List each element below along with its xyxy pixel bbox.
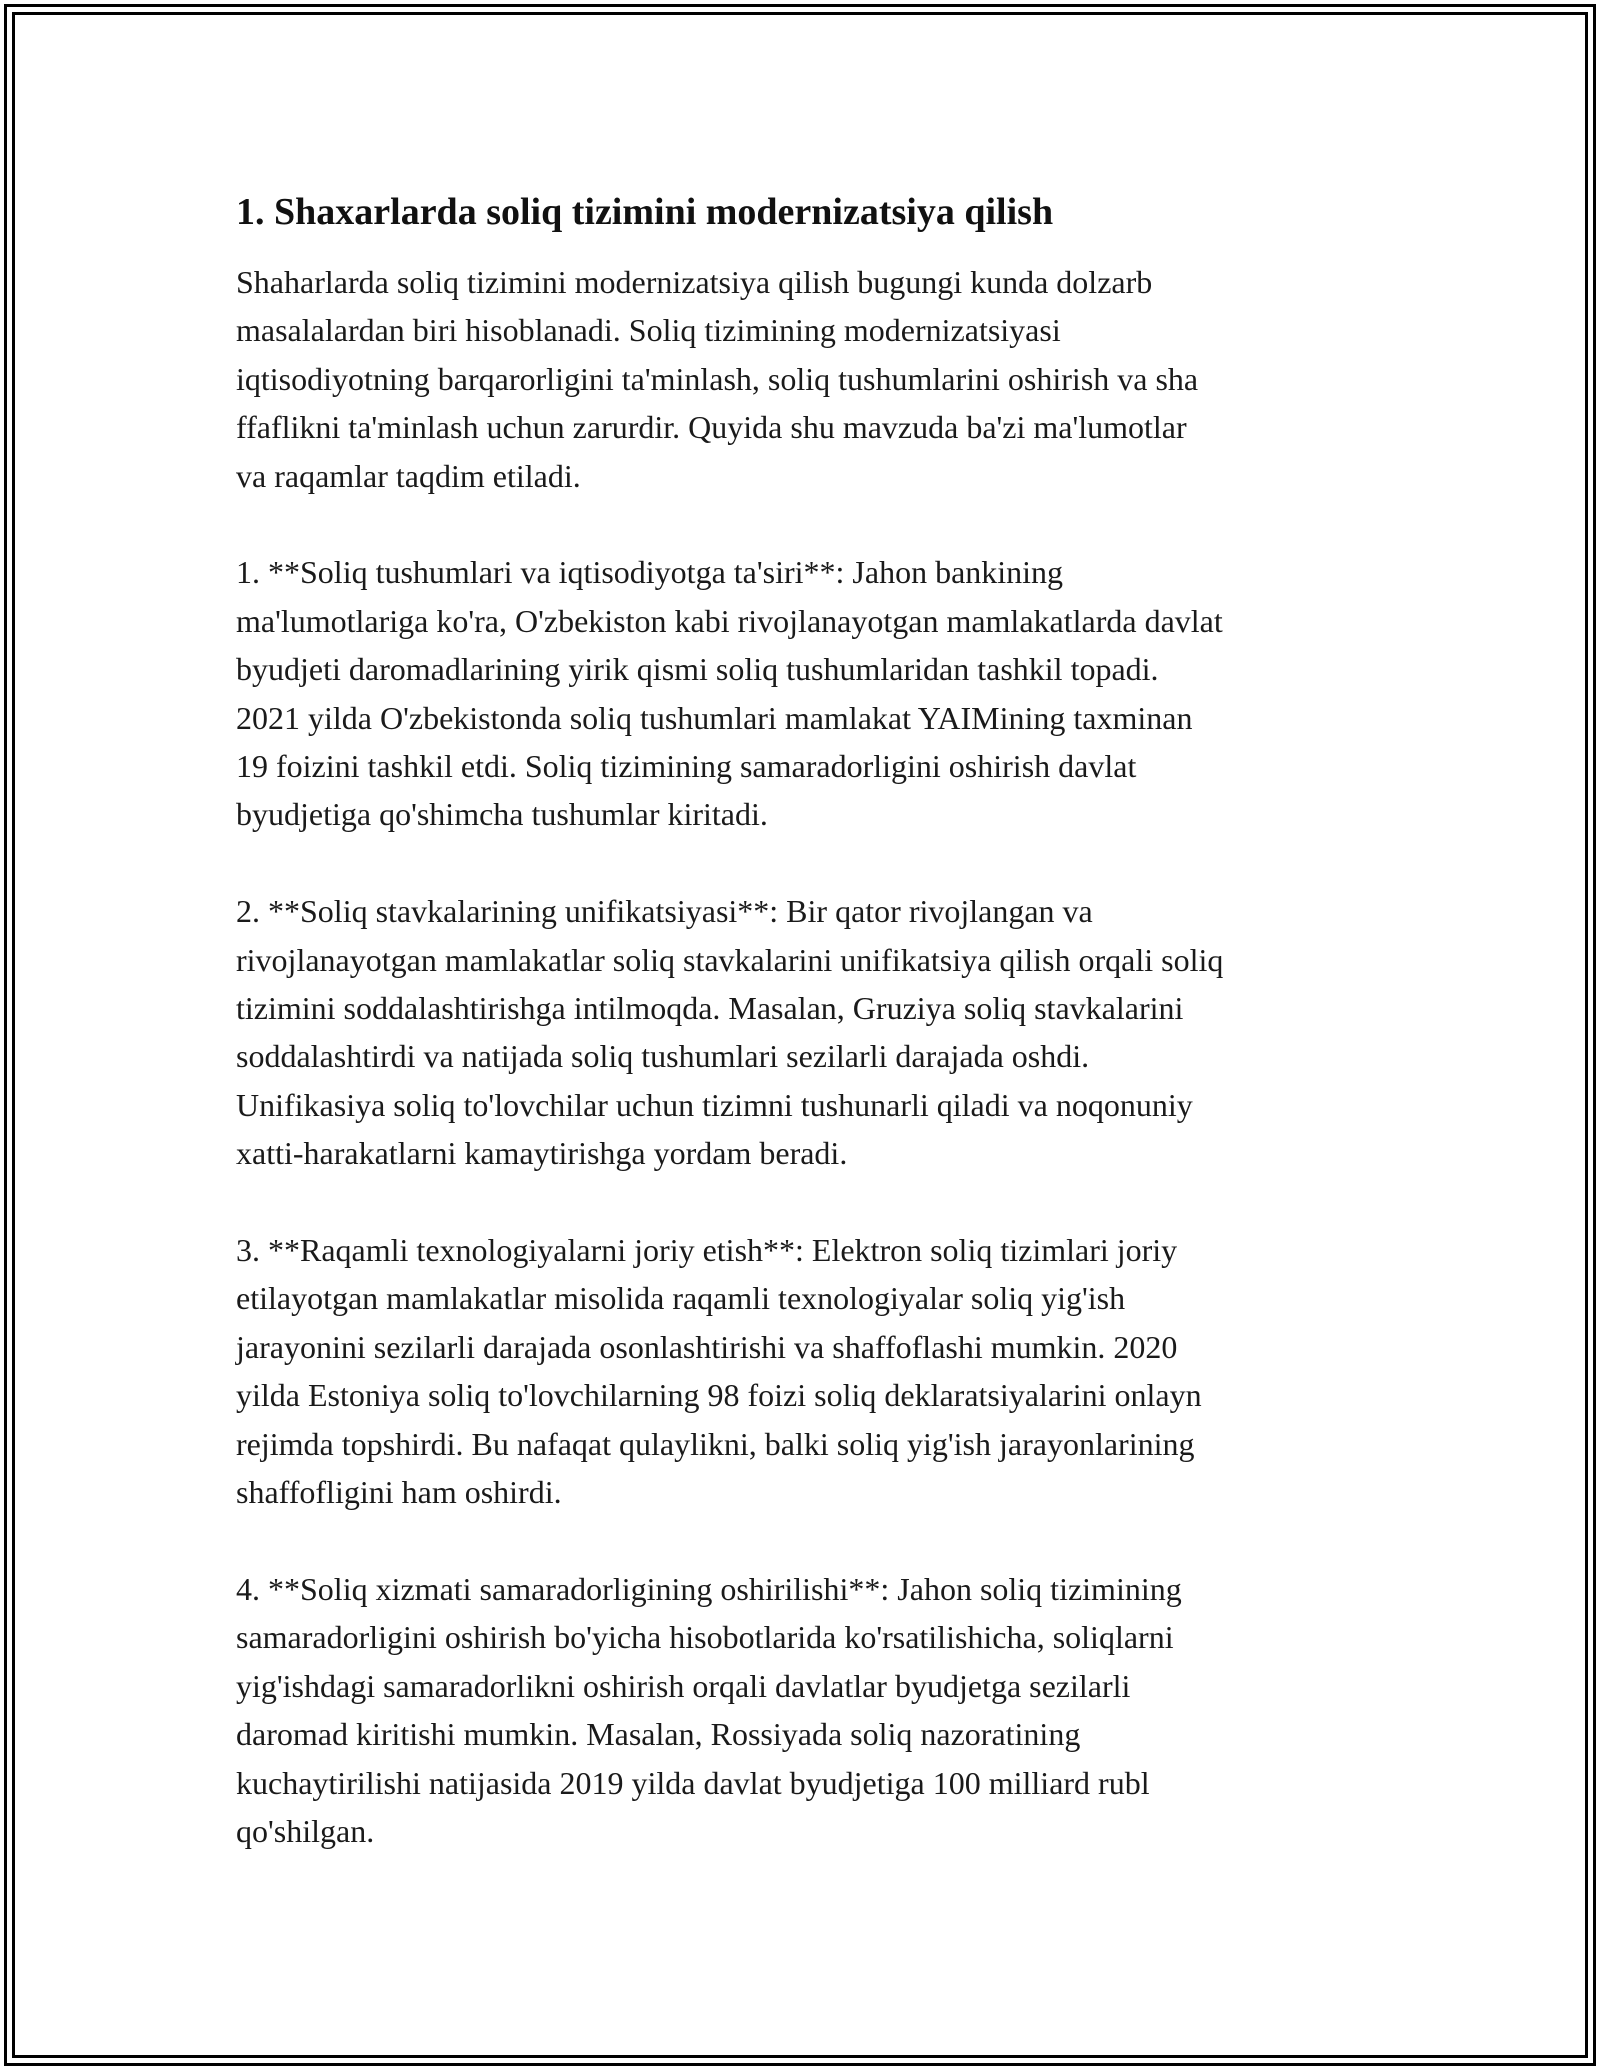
point-3-paragraph: 3. **Raqamli texnologiyalarni joriy etish**: Elektron soliq tizimlari joriy etilayotgan mamlakatlar misolida raqamli texnologiyalar soliq yig'ish jarayonini sezilarli darajada osonlashtirishi va shaffoflashi mumkin. 2020 yilda Estoniya soliq to'lovchilarning 98 foizi soliq deklaratsiyalarini onlayn rejimda topshirdi. Bu nafaqat qulaylikni, balki soliq yig'ish jarayonlarining shaffofligini ham oshirdi.	[236, 1232, 1202, 1511]
page-title: 1. Shaxarlarda soliq tizimini modernizatsiya qilish	[236, 191, 1054, 233]
point-4-paragraph: 4. **Soliq xizmati samaradorligining oshirilishi**: Jahon soliq tizimining samaradorligini oshirish bo'yicha hisobotlarida ko'rsatilishicha, soliqlarni yig'ishdagi samaradorlikni oshirish orqali davlatlar byudjetga sezilarli daromad kiritishi mumkin. Masalan, Rossiyada soliq nazoratining kuchaytirilishi natijasida 2019 yilda davlat byudjetiga 100 milliard rubl qo'shilgan.	[236, 1570, 1182, 1849]
document-body	[236, 188, 1386, 1855]
point-2-paragraph: 2. **Soliq stavkalarining unifikatsiyasi**: Bir qator rivojlangan va rivojlanayotgan mamlakatlar soliq stavkalarini unifikatsiya qilish orqali soliq tizimini soddalashtirishga intilmoqda. Masalan, Gruziya soliq stavkalarini soddalashtirdi va natijada soliq tushumlari sezilarli darajada oshdi. Unifikasiya soliq to'lovchilar uchun tizimni tushunarli qiladi va noqonuniy xatti-harakatlarni kamaytirishga yordam beradi.	[236, 893, 1224, 1172]
point-1-paragraph: 1. **Soliq tushumlari va iqtisodiyotga ta'siri**: Jahon bankining ma'lumotlariga ko'ra, O'zbekiston kabi rivojlanayotgan mamlakatlarda davlat byudjeti daromadlarining yirik qismi soliq tushumlaridan tashkil topadi. 2021 yilda O'zbekistonda soliq tushumlari mamlakat YAIMining taxminan 19 foizini tashkil etdi. Soliq tizimining samaradorligini oshirish davlat byudjetiga qo'shimcha tushumlar kiritadi.	[236, 554, 1223, 833]
intro-paragraph: Shaharlarda soliq tizimini modernizatsiya qilish bugungi kunda dolzarb masalalardan biri hisoblanadi. Soliq tizimining modernizatsiyasi iqtisodiyotning barqarorligini ta'minlash, soliq tushumlarini oshirish va sha ffaflikni ta'minlash uchun zarurdir. Quyida shu mavzuda ba'zi ma'lumotlar va raqamlar taqdim etiladi.	[236, 264, 1199, 494]
